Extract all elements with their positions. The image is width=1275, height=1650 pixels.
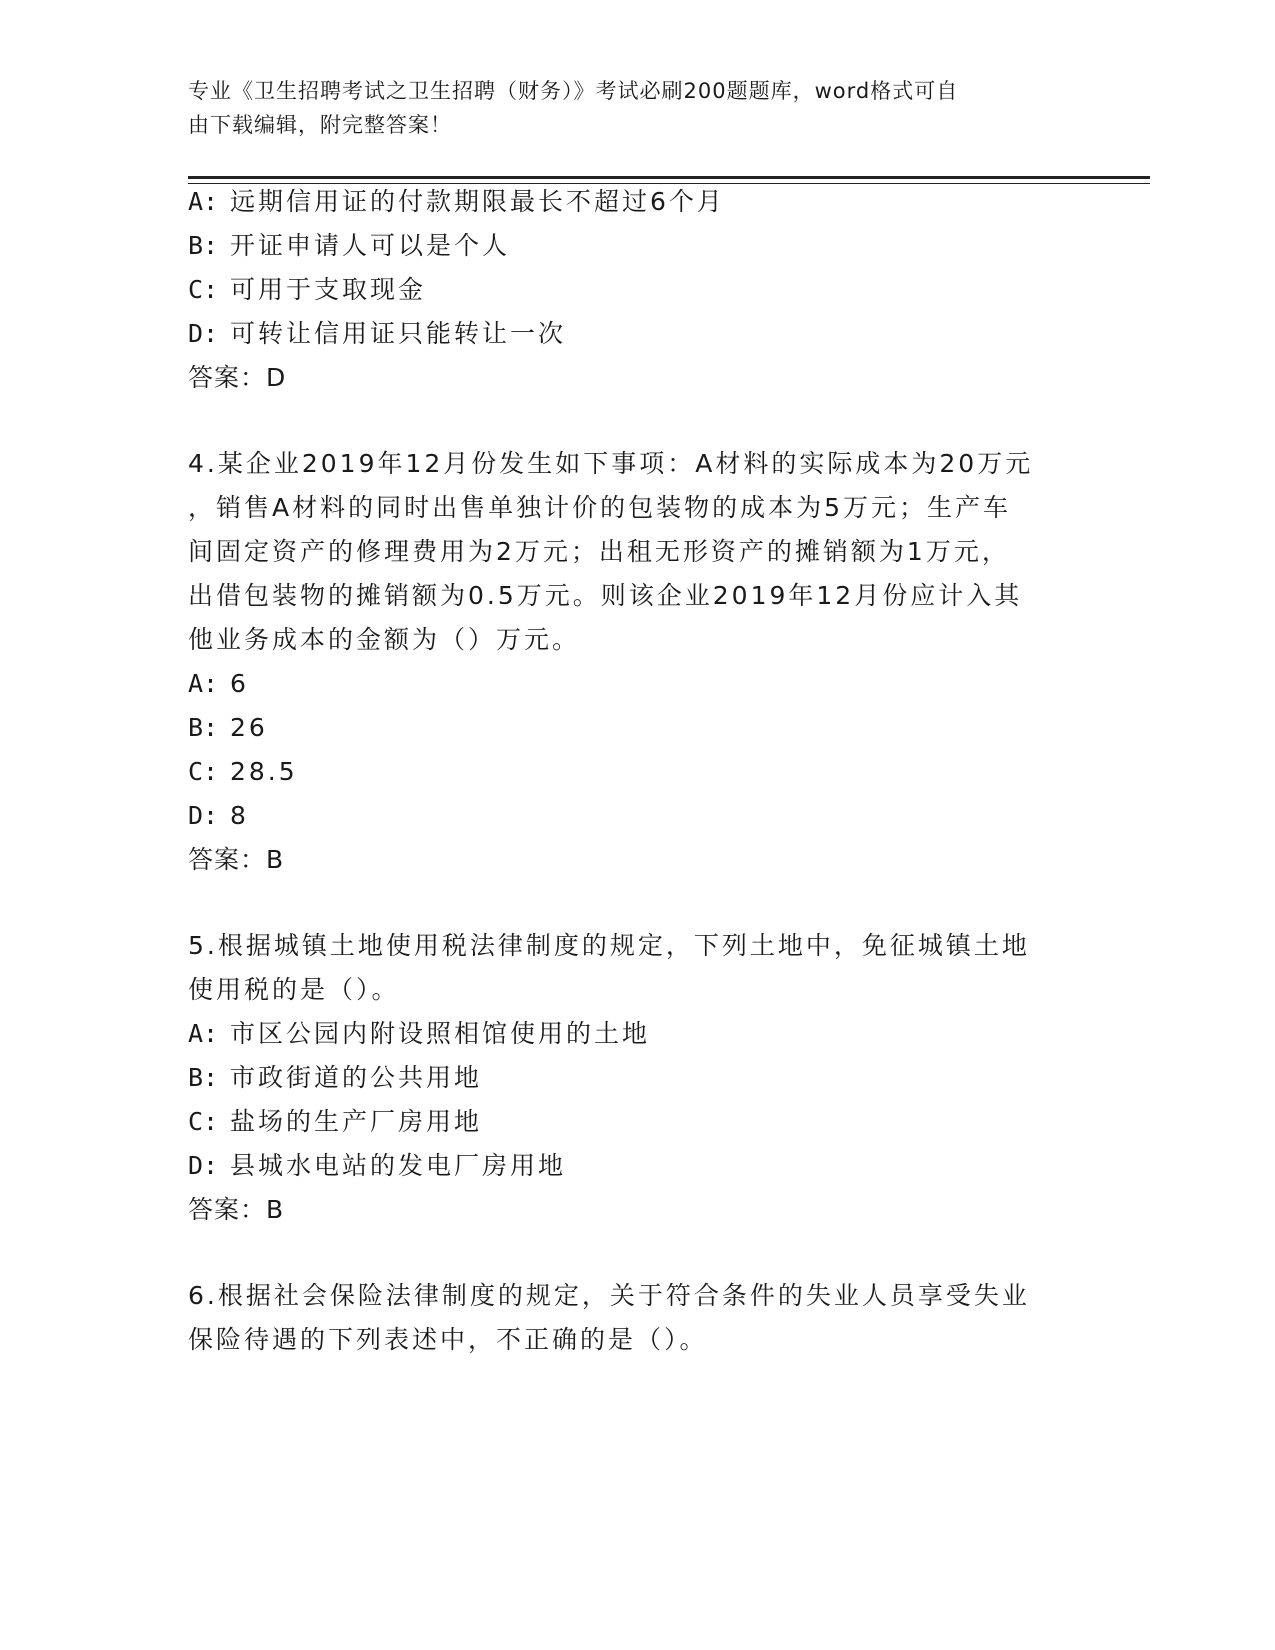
q4-option-c: [188, 750, 1088, 794]
q5-stem-line-1: 5.根据城镇土地使用税法律制度的规定，下列土地中，免征城镇土地: [188, 931, 1030, 960]
q4-option-b: [188, 706, 1088, 750]
q5-answer: 答案：B: [188, 1195, 285, 1224]
option-text: 26: [230, 713, 268, 742]
q3-answer: 答案：D: [188, 363, 287, 392]
option-letter: D:: [188, 319, 219, 348]
option-text: 市区公园内附设照相馆使用的土地: [230, 1019, 651, 1048]
q5-option-b: [188, 1056, 1088, 1100]
q6-stem-line-1: 6.根据社会保险法律制度的规定，关于符合条件的失业人员享受失业: [188, 1281, 1030, 1310]
option-letter: B:: [188, 713, 219, 742]
option-text: 盐场的生产厂房用地: [230, 1107, 483, 1136]
q4-stem-line-5: 他业务成本的金额为（）万元。: [188, 625, 581, 654]
option-text: 6: [230, 669, 249, 698]
option-text: 28.5: [230, 757, 298, 786]
q5-option-a: [188, 1012, 1088, 1056]
option-letter: A:: [188, 669, 219, 698]
q3-option-b: [188, 224, 1088, 268]
q4-stem-line-1: 4.某企业2019年12月份发生如下事项：A材料的实际成本为20万元: [188, 449, 1034, 478]
q3-option-c: [188, 268, 1088, 312]
option-letter: C:: [188, 1107, 219, 1136]
option-text: 远期信用证的付款期限最长不超过6个月: [230, 187, 725, 216]
option-letter: B:: [188, 1063, 219, 1092]
option-letter: A:: [188, 1019, 219, 1048]
option-letter: C:: [188, 275, 219, 304]
q6-stem-line-2: 保险待遇的下列表述中，不正确的是（）。: [188, 1325, 708, 1354]
q4-stem-line-2: ，销售A材料的同时出售单独计价的包装物的成本为5万元；生产车: [188, 493, 1012, 522]
option-letter: C:: [188, 757, 219, 786]
header-divider-thick: [188, 176, 1150, 179]
q4-stem-line-4: 出借包装物的摊销额为0.5万元。则该企业2019年12月份应计入其: [188, 581, 1023, 610]
option-text: 可转让信用证只能转让一次: [230, 319, 567, 348]
q5-option-c: [188, 1100, 1088, 1144]
q4-option-a: [188, 662, 1088, 706]
q3-option-a: [188, 180, 1088, 224]
document-header: 专业《卫生招聘考试之卫生招聘（财务）》考试必刷200题题库，word格式可自 由下载编辑，附完整答案！: [188, 79, 959, 137]
option-letter: D:: [188, 801, 219, 830]
q5-option-d: [188, 1144, 1088, 1188]
option-text: 市政街道的公共用地: [230, 1063, 483, 1092]
option-letter: B:: [188, 231, 219, 260]
q4-stem-line-3: 间固定资产的修理费用为2万元；出租无形资产的摊销额为1万元，: [188, 537, 1010, 566]
option-text: 可用于支取现金: [230, 275, 427, 304]
option-text: 县城水电站的发电厂房用地: [230, 1151, 567, 1180]
q4-option-d: [188, 794, 1088, 838]
q3-option-d: [188, 312, 1088, 356]
option-text: 8: [230, 801, 249, 830]
option-letter: A:: [188, 187, 219, 216]
option-text: 开证申请人可以是个人: [230, 231, 511, 260]
option-letter: D:: [188, 1151, 219, 1180]
q4-answer: 答案：B: [188, 845, 285, 874]
q5-stem-line-2: 使用税的是（）。: [188, 975, 400, 1004]
